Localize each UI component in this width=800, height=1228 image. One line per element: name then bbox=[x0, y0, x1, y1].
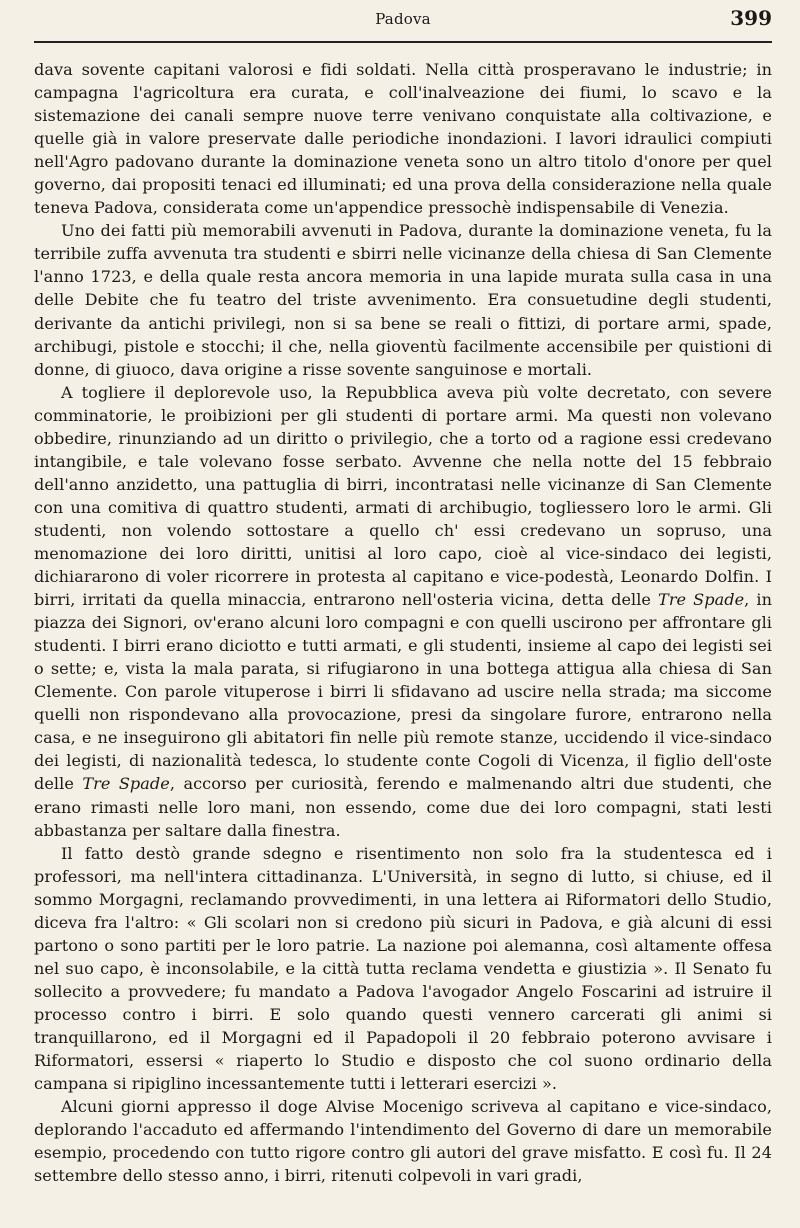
italic-text: Tre Spade bbox=[658, 590, 745, 610]
text-segment: A togliere il deplorevole uso, la Repubblica aveva più volte decretato, con severe comminatorie, le proibizioni per gli studenti di portare armi. Ma questi non volevano obbedire, rinunziando ad un diritto o privilegio, che a torto od a ragione essi credevano intangibile, e tale volevano fosse serbato. Avvenne che nella notte del 15 febbraio dell'anno anzidetto, una pattuglia di birri, incontratasi nelle vicinanze di San Clemente con una comitiva di quattro studenti, armati di archibugio, togliessero loro le armi. Gli studenti, non volendo sottostare a quello ch' essi credevano un sopruso, una menomazione dei loro diritti, unitisi al loro capo, cioè al vice-sindaco dei legisti, dichiararono di voler ricorrere in protesta al capitano e vice-podestà, Leonardo Dolfin. I birri, irritati da quella minaccia, entrarono nell'osteria vicina, detta delle bbox=[34, 382, 772, 610]
text-segment: Il fatto destò grande sdegno e risentimento non solo fra la studentesca ed i professori, ma nell'intera cittadinanza. L'Università, in segno di lutto, si chiuse, ed il sommo Morgagni, reclamando provvedimenti, in una lettera ai Riformatori dello Studio, diceva fra l'altro: « Gli scolari non si credono più sicuri in Padova, e già alcuni di essi partono o sono partiti per le loro patrie. La nazione poi alemanna, così altamente offesa nel suo capo, è inconsolabile, e la città tutta reclama vendetta e giustizia ». Il Senato fu sollecito a provvedere; fu mandato a Padova l'avogador Angelo Foscarini ad istruire il processo contro i birri. E solo quando questi vennero carcerati gli animi si tranquillarono, ed il Morgagni ed il Papadopoli il 20 febbraio poterono avvisare i Riformatori, essersi « riaperto lo Studio e disposto che col suono ordinario della campana si ripiglino incessantemente tutti i letterari esercizi ». bbox=[34, 843, 772, 1094]
paragraph bbox=[34, 219, 772, 380]
italic-text: Tre Spade bbox=[82, 774, 170, 794]
paragraph bbox=[34, 58, 772, 219]
text-segment: , in piazza dei Signori, ov'erano alcuni loro compagni e con quelli uscirono per affrontare gli studenti. I birri erano diciotto e tutti armati, e gli studenti, insieme al capo dei legisti sei o sette; e, vista la mala parata, si rifugiarono in una bottega attigua alla chiesa di San Clemente. Con parole vituperose i birri li sfidavano ad uscire nella strada; ma siccome quelli non rispondevano alla provocazione, presi da singolare furore, entrarono nella casa, e ne inseguirono gli abitatori fin nelle più remote stanze, uccidendo il vice-sindaco dei legisti, di nazionalità tedesca, lo studente conte Cogoli di Vicenza, il figlio dell'oste delle bbox=[34, 590, 772, 794]
text-segment: Uno dei fatti più memorabili avvenuti in Padova, durante la dominazione veneta, fu la terribile zuffa avvenuta tra studenti e sbirri nelle vicinanze della chiesa di San Clemente l'anno 1723, e della quale resta ancora memoria in una lapide murata sulla casa in una delle Debite che fu teatro del triste avvenimento. Era consuetudine degli studenti, derivante da antichi privilegi, non si sa bene se reali o fittizi, di portare armi, spade, archibugi, pistole e stocchi; il che, nella gioventù facilmente accensibile per quistioni di donne, di giuoco, dava origine a risse sovente sanguinose e mortali. bbox=[34, 221, 772, 379]
paragraph bbox=[34, 381, 772, 842]
page-header bbox=[34, 6, 772, 36]
header-rule bbox=[34, 41, 772, 43]
text-segment: dava sovente capitani valorosi e fidi soldati. Nella città prosperavano le industrie; in campagna l'agricoltura era curata, e coll'inalveazione dei fiumi, lo scavo e la sistemazione dei canali sempre nuove terre venivano conquistate alla coltivazione, e quelle già in valore preservate dalle periodiche inondazioni. I lavori idraulici compiuti nell'Agro padovano durante la dominazione veneta sono un altro titolo d'onore per quel governo, dai propositi tenaci ed illuminati; ed una prova della considerazione nella quale teneva Padova, considerata come un'appendice pressochè indispensabile di Venezia. bbox=[34, 60, 772, 218]
text-body bbox=[34, 58, 772, 1187]
text-segment: , accorso per curiosità, ferendo e malmenando altri due studenti, che erano rimasti nelle loro mani, non essendo, come due dei loro compagni, stati lesti abbastanza per saltare dalla finestra. bbox=[34, 774, 772, 840]
text-segment: Alcuni giorni appresso il doge Alvise Mocenigo scriveva al capitano e vice-sindaco, deplorando l'accaduto ed affermando l'intendimento del Governo di dare un memorabile esempio, procedendo con tutto rigore contro gli autori del grave misfatto. E così fu. Il 24 settembre dello stesso anno, i birri, ritenuti colpevoli in vari gradi, bbox=[34, 1097, 772, 1186]
paragraph bbox=[34, 842, 772, 1096]
page-number: 399 bbox=[730, 6, 772, 30]
running-head: Padova bbox=[375, 10, 431, 28]
paragraph bbox=[34, 1095, 772, 1187]
